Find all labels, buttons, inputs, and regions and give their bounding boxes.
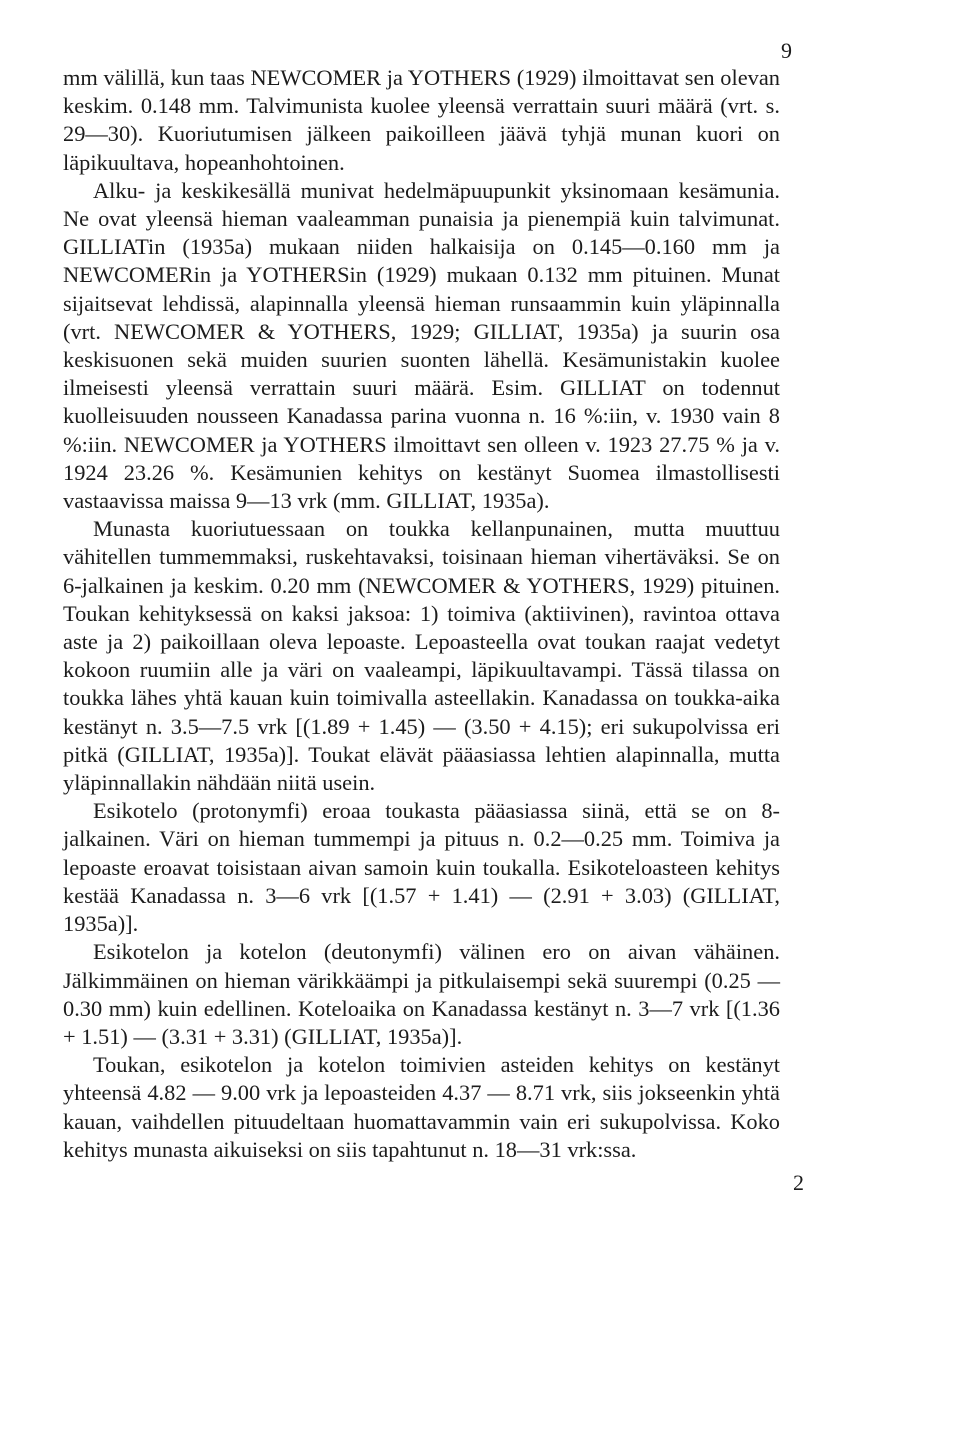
paragraph-1: mm välillä, kun taas NEWCOMER ja YOTHERS (1929) ilmoittavat sen olevan keskim. 0.148 mm. Talvimunista kuolee yleensä verrattain suuri määrä (vrt. s. 29—30). Kuoriutumisen jälkeen paikoilleen jäävä tyhjä munan kuori on läpikuultava, hopeanhohtoinen. [63,65,780,175]
paragraph-5: Esikotelon ja kotelon (deutonymfi) välinen ero on aivan vähäinen. Jälkimmäinen on hieman värikkäämpi ja pitkulaisempi sekä suurempi (0.25 — 0.30 mm) kuin edellinen. Koteloaika on Kanadassa kestänyt n. 3—7 vrk [(1.36 + 1.51) — (3.31 + 3.31) (GILLIAT, 1935a)]. [63,939,780,1049]
paragraph-4: Esikotelo (protonymfi) eroaa toukasta pääasiassa siinä, että se on 8-jalkainen. Väri on hieman tummempi ja pituus n. 0.2—0.25 mm. Toimiva ja lepoaste eroavat toisistaan aivan samoin kuin toukalla. Esikoteloasteen kehitys kestää Kanadassa n. 3—6 vrk [(1.57 + 1.41) — (2.91 + 3.03) (GILLIAT, 1935a)]. [63,798,780,937]
paragraph-3: Munasta kuoriutuessaan on toukka kellanpunainen, mutta muuttuu vähitellen tummemmaksi, ruskehtavaksi, toisinaan hieman vihertäväksi. Se on 6-jalkainen ja keskim. 0.20 mm (NEWCOMER & YOTHERS, 1929) pituinen. Toukan kehityksessä on kaksi jaksoa: 1) toimiva (aktiivinen), ravintoa ottava aste ja 2) paikoillaan oleva lepoaste. Lepoasteella ovat toukan raajat vedetyt kokoon ruumiin alle ja väri on vaaleampi, läpikuultavampi. Tässä tilassa on toukka lähes yhtä kauan kuin toimivalla asteellakin. Kanadassa on toukka-aika kestänyt n. 3.5—7.5 vrk [(1.89 + 1.45) — (3.50 + 4.15); eri sukupolvissa eri pitkä (GILLIAT, 1935a)]. Toukat elävät pääasiassa lehtien alapinnalla, mutta yläpinnallakin nähdään niitä usein. [63,516,780,796]
page-number: 9 [781,38,792,63]
paragraph-2: Alku- ja keskikesällä munivat hedelmäpuupunkit yksinomaan kesämunia. Ne ovat yleensä hieman vaaleamman punaisia ja pienempiä kuin talvimunat. GILLIATin (1935a) mukaan niiden halkaisija on 0.145—0.160 mm ja NEWCOMERin ja YOTHERSin (1929) mukaan 0.132 mm pituinen. Munat sijaitsevat lehdissä, alapinnalla yleensä hieman runsaammin kuin yläpinnalla (vrt. NEWCOMER & YOTHERS, 1929; GILLIAT, 1935a) ja suurin osa keskisuonen sekä muiden suurien suonten lähellä. Kesämunistakin kuolee ilmeisesti yleensä verrattain suuri määrä. Esim. GILLIAT on todennut kuolleisuuden nousseen Kanadassa parina vuonna n. 16 %:iin, v. 1930 vain 8 %:iin. NEWCOMER ja YOTHERS ilmoittavt sen olleen v. 1923 27.75 % ja v. 1924 23.26 %. Kesämunien kehitys on kestänyt Suomea ilmastollisesti vastaavissa maissa 9—13 vrk (mm. GILLIAT, 1935a). [63,177,780,514]
body-text [63,64,780,1164]
signature-mark: 2 [793,1170,804,1195]
paragraph-6: Toukan, esikotelon ja kotelon toimivien asteiden kehitys on kestänyt yhteensä 4.82 — 9.00 vrk ja lepoasteiden 4.37 — 8.71 vrk, siis jokseenkin yhtä kauan, vaihdellen pituudeltaan huomattavammin vain eri sukupolvissa. Koko kehitys munasta aikuiseksi on siis tapahtunut n. 18—31 vrk:ssa. [63,1052,780,1162]
